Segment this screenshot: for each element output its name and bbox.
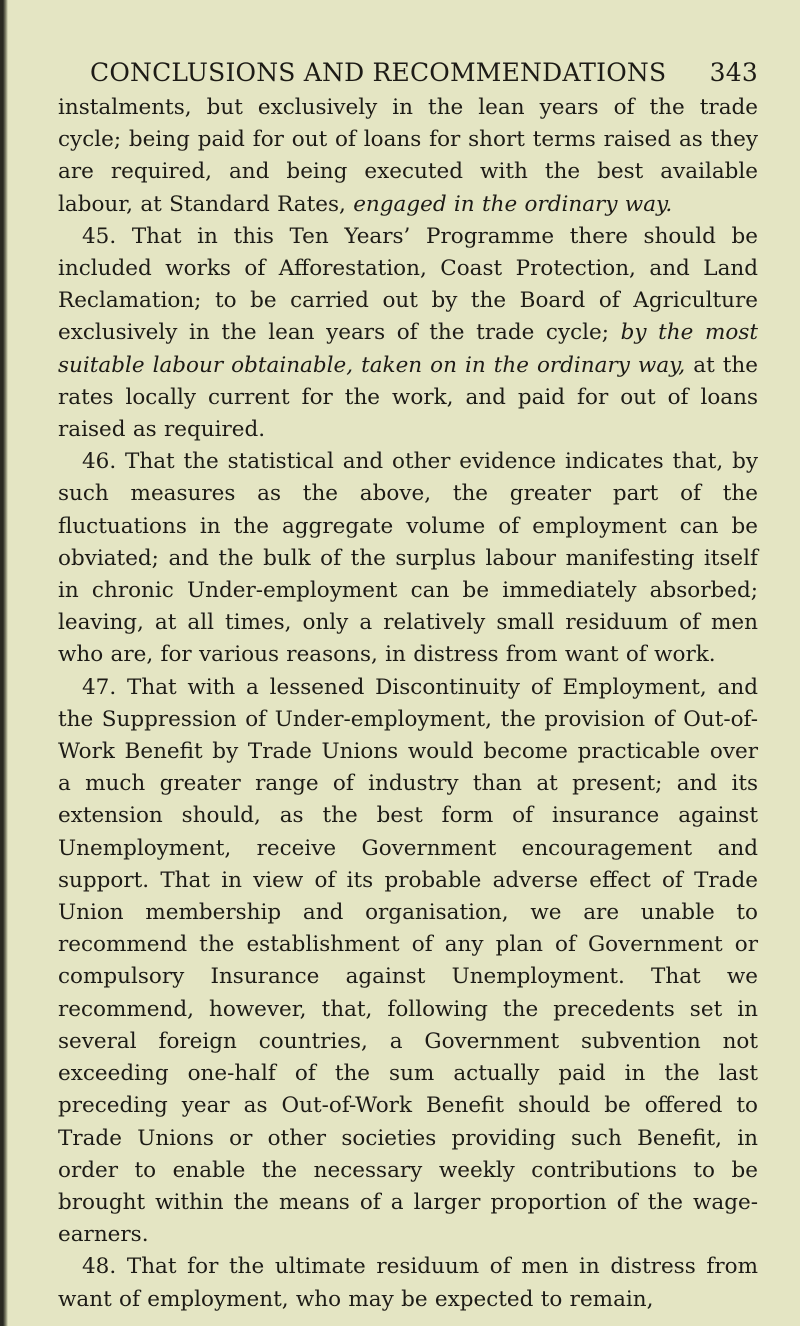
running-title: CONCLUSIONS AND RECOMMENDATIONS [90, 58, 667, 87]
paragraph-number: 45. [82, 223, 117, 249]
paragraph-48 [58, 1251, 758, 1315]
paragraph-number: 46. [82, 449, 117, 475]
paragraph-45 [58, 221, 758, 446]
paragraph-number: 48. [82, 1254, 117, 1280]
paragraph-text: at the rates locally current for the work, and paid for out of loans raised as required. [58, 352, 758, 443]
paragraph-text: That for the ultimate residuum of men in distress from want of employment, who may be expected to remain, [58, 1254, 758, 1312]
paragraph-text: That the statistical and other evidence indicates that, by such measures as the above, the greater part of the fluctuations in the aggregate volume of employment can be obviated; and the bulk of the surplus labour manifesting itself in chronic Under-employment can be immediately absorbed; leaving, at all times, only a relatively small residuum of men who are, for various reasons, in distress from want of work. [58, 449, 758, 668]
paragraph-text: That in this Ten Years’ Programme there should be included works of Afforestation, Coast Protection, and Land Reclamation; to be carried out by the Board of Agriculture exclusively in the lean years of the trade cycle; [58, 223, 758, 346]
paragraph-46 [58, 446, 758, 671]
page-number: 343 [709, 58, 758, 87]
paragraph-italic-text: by the most suitable labour obtainable, taken on in the ordinary way, [58, 320, 758, 378]
paragraph-number: 47. [82, 674, 117, 700]
paragraph-47 [58, 672, 758, 1252]
page-body [58, 92, 758, 1316]
book-spine-shadow [0, 0, 8, 1326]
paragraph-italic-text: engaged in the ordinary way. [353, 191, 673, 217]
running-header [90, 58, 758, 87]
paragraph-text: instalments, but exclusively in the lean years of the trade cycle; being paid for out of loans for short terms raised as they are required, and being executed with the best available labour, at Standard Rates, [58, 95, 758, 217]
paragraph-continuation [58, 92, 758, 221]
paragraph-text: That with a lessened Discontinuity of Employment, and the Suppression of Under-employment, the provision of Out-of-Work Benefit by Trade Unions would become practicable over a much greater range of industry than at present; and its extension should, as the best form of insurance against Unemployment, receive Government encouragement and support. That in view of its probable adverse effect of Trade Union membership and organisation, we are unable to recommend the establishment of any plan of Government or compulsory Insurance against Unemployment. That we recommend, however, that, following the precedents set in several foreign countries, a Government subvention not exceeding one-half of the sum actually paid in the last preceding year as Out-of-Work Benefit should be offered to Trade Unions or other societies providing such Benefit, in order to enable the necessary weekly contributions to be brought within the means of a larger proportion of the wage-earners. [58, 674, 758, 1248]
